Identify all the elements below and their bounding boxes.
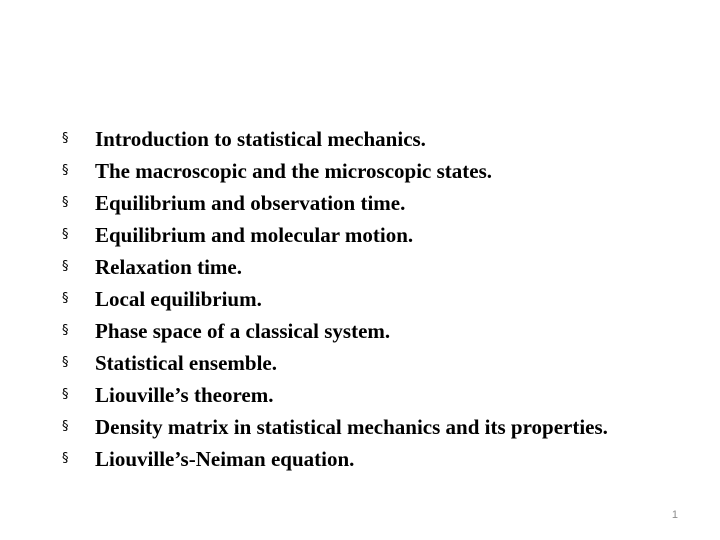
list-item — [62, 155, 658, 187]
list-item — [62, 379, 658, 411]
bullet-icon: § — [62, 291, 69, 306]
list-item-text: Density matrix in statistical mechanics and its properties. — [95, 415, 608, 439]
list-item-text: Introduction to statistical mechanics. — [95, 127, 426, 151]
bullet-icon: § — [62, 195, 69, 210]
list-item-text: Statistical ensemble. — [95, 351, 277, 375]
list-item — [62, 187, 658, 219]
list-item — [62, 411, 658, 443]
bullet-icon: § — [62, 419, 69, 434]
list-item-text: Liouville’s-Neiman equation. — [95, 447, 355, 471]
list-item-text: Local equilibrium. — [95, 287, 262, 311]
bullet-icon: § — [62, 259, 69, 274]
list-item-text: Relaxation time. — [95, 255, 242, 279]
list-item — [62, 123, 658, 155]
bullet-icon: § — [62, 131, 69, 146]
bullet-icon: § — [62, 163, 69, 178]
list-item — [62, 347, 658, 379]
list-item — [62, 443, 658, 475]
list-item — [62, 251, 658, 283]
bullet-icon: § — [62, 451, 69, 466]
list-item-text: Liouville’s theorem. — [95, 383, 274, 407]
list-item-text: Equilibrium and observation time. — [95, 191, 406, 215]
bullet-icon: § — [62, 355, 69, 370]
list-item — [62, 219, 658, 251]
list-item-text: Equilibrium and molecular motion. — [95, 223, 414, 247]
list-item-text: Phase space of a classical system. — [95, 319, 391, 343]
bullet-icon: § — [62, 323, 69, 338]
bullet-icon: § — [62, 227, 69, 242]
topic-list — [62, 123, 658, 475]
list-item — [62, 315, 658, 347]
bullet-icon: § — [62, 387, 69, 402]
list-item — [62, 283, 658, 315]
page-number: 1 — [671, 509, 678, 521]
list-item-text: The macroscopic and the microscopic states. — [95, 159, 493, 183]
